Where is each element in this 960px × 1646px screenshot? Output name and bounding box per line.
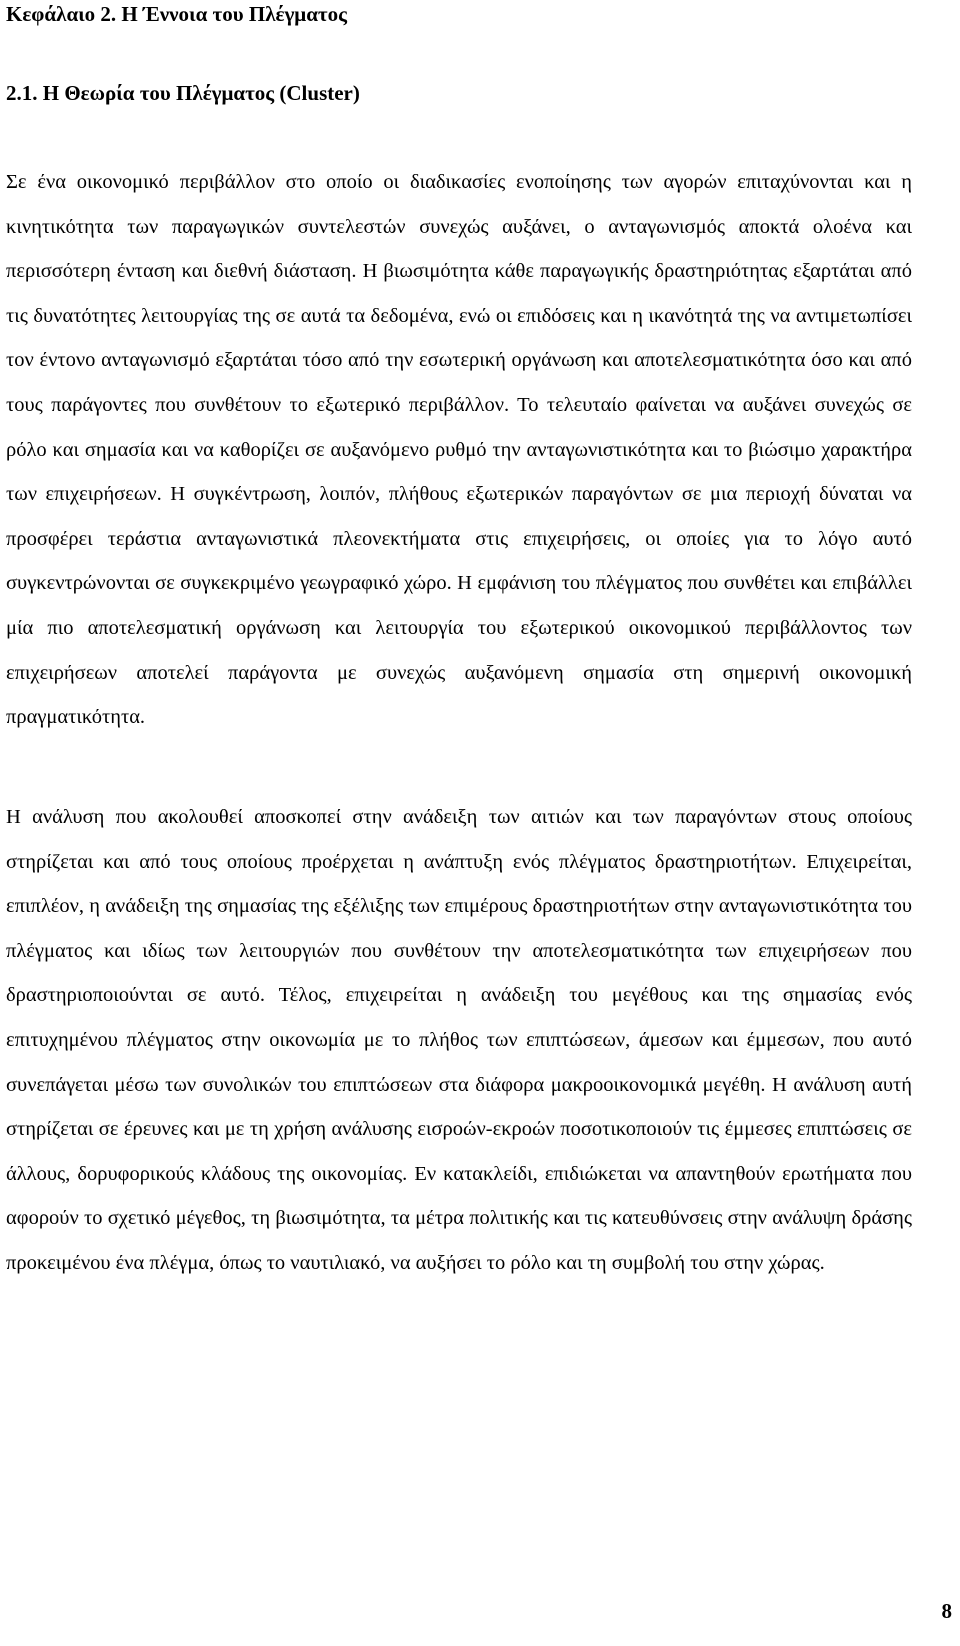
section-title: 2.1. Η Θεωρία του Πλέγματος (Cluster)	[6, 81, 360, 105]
paragraph-1: Σε ένα οικονομικό περιβάλλον στο οποίο οι διαδικασίες ενοποίησης των αγορών επιταχύνονται και η κινητικότητα των παραγωγικών συντελεστών συνεχώς αυξάνει, ο ανταγωνισμός αποκτά ολοένα και περισσότερη ένταση και διεθνή διάσταση. Η βιωσιμότητα κάθε παραγωγικής δραστηριότητας εξαρτάται από τις δυνατότητες λειτουργίας της σε αυτά τα δεδομένα, ενώ οι επιδόσεις και η ικανότητά της να αντιμετωπίσει τον έντονο ανταγωνισμό εξαρτάται τόσο από την εσωτερική οργάνωση και αποτελεσματικότητα όσο και από τους παράγοντες που συνθέτουν το εξωτερικό περιβάλλον. Το τελευταίο φαίνεται να αυξάνει συνεχώς σε ρόλο και σημασία και να καθορίζει σε αυξανόμενο ρυθμό την ανταγωνιστικότητα και το βιώσιμο χαρακτήρα των επιχειρήσεων. Η συγκέντρωση, λοιπόν, πλήθους εξωτερικών παραγόντων σε μια περιοχή δύναται να προσφέρει τεράστια ανταγωνιστικά πλεονεκτήματα στις επιχειρήσεις, οι οποίες για το λόγο αυτό συγκεντρώνονται σε συγκεκριμένο γεωγραφικό χώρο. Η εμφάνιση του πλέγματος που συνθέτει και επιβάλλει μία πιο αποτελεσματική οργάνωση και λειτουργία του εξωτερικού οικονομικού περιβάλλοντος των επιχειρήσεων αποτελεί παράγοντα με συνεχώς αυξανόμενη σημασία στη σημερινή οικονομική πραγματικότητα.	[6, 171, 912, 729]
paragraph-2: Η ανάλυση που ακολουθεί αποσκοπεί στην ανάδειξη των αιτιών και των παραγόντων στους οποίους στηρίζεται και από τους οποίους προέρχεται η ανάπτυξη ενός πλέγματος δραστηριοτήτων. Επιχειρείται, επιπλέον, η ανάδειξη της σημασίας της εξέλιξης των επιμέρους δραστηριοτήτων στην ανταγωνιστικότητα του πλέγματος και ιδίως των λειτουργιών που συνθέτουν την αποτελεσματικότητα των επιχειρήσεων που δραστηριοποιούνται σε αυτό. Τέλος, επιχειρείται η ανάδειξη του μεγέθους και της σημασίας ενός επιτυχημένου πλέγματος στην οικονωμία με το πλήθος των επιπτώσεων, άμεσων και έμμεσων, που αυτό συνεπάγεται μέσω των συνολικών του επιπτώσεων στα διάφορα μακροοικονομικά μεγέθη. Η ανάλυση αυτή στηρίζεται σε έρευνες και με τη χρήση ανάλυσης εισροών-εκροών ποσοτικοποιούν τις έμμεσες επιπτώσεις σε άλλους, δορυφορικούς κλάδους της οικονομίας. Εν κατακλείδι, επιδιώκεται να απαντηθούν ερωτήματα που αφορούν το σχετικό μέγεθος, τη βιωσιμότητα, τα μέτρα πολιτικής και τις κατευθύνσεις στην ανάλυψη δράσης προκειμένου ένα πλέγμα, όπως το ναυτιλιακό, να αυξήσει το ρόλο και τη συμβολή του στην χώρας.	[6, 806, 912, 1274]
page-number: 8	[941, 1599, 952, 1623]
chapter-title: Κεφάλαιο 2. Η Έννοια του Πλέγματος	[6, 2, 347, 26]
